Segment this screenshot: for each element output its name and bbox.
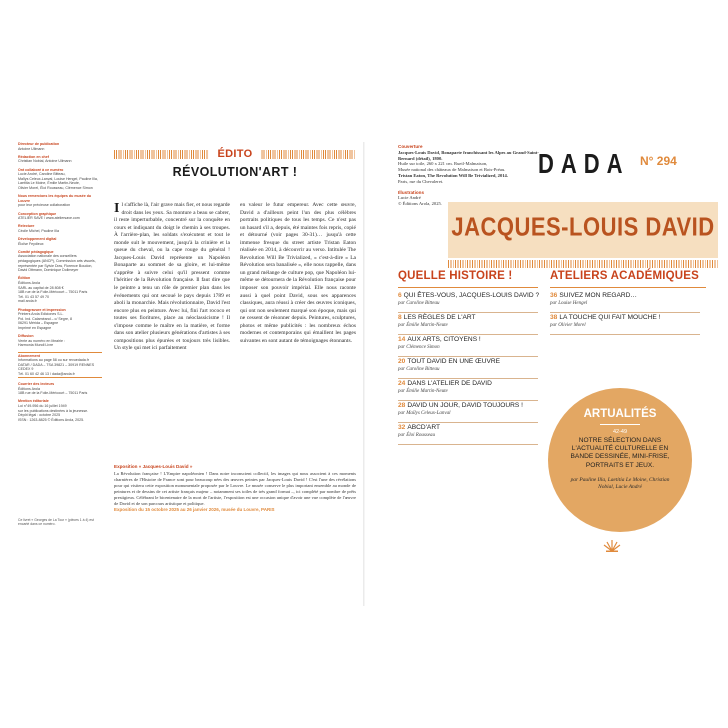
credit-head: Relecture: [18, 224, 35, 229]
credit-line: Antoine Ullmann: [18, 146, 45, 151]
credit-head: Nous remercions les équipes du musée du Louvre: [18, 194, 92, 203]
exposition-dates: Exposition du 15 octobre 2025 au 26 janvier 2026, musée du Louvre, PARIS: [114, 506, 275, 512]
artualites-text: NOTRE SÉLECTION DANS L'ACTUALITÉ CULTURELLE EN BANDE DESSINÉE, MINI-FRISE, PORTRAITS ET JEUX.: [570, 437, 670, 469]
toc-title: TOUT DAVID EN UNE ŒUVRE: [407, 358, 501, 365]
quelle-histoire-list: [398, 292, 538, 446]
toc-title: AUX ARTS, CITOYENS !: [407, 336, 481, 343]
credit-head: Développement digital: [18, 237, 57, 242]
toc-line: [550, 314, 700, 322]
credit-line: David Ottmann, Dominique Dollmeyer: [18, 268, 79, 273]
toc-line: [550, 292, 700, 300]
credit-block: [18, 250, 102, 273]
toc-author: par Maïlys Celeux-Lanval: [398, 411, 451, 416]
credit-block: [18, 308, 102, 331]
credit-line: Vente au numéro en librairie :: [18, 338, 65, 343]
toc-author: par Éloi Rousseau: [398, 433, 435, 438]
credit-line: Dépôt légal : octobre 2025: [18, 413, 61, 418]
exposition-text: La Révolution française ! L'Empire napoléonien ! Dans notre inconscient collectif, les images qui nous associent à ces moments charnières de l'Histoire de France sont pour beaucoup nées des œuvres peintes par Jacques-Louis David ! C'est l'une des révélations pour qui visitera cette exposition monumentale proposée par le Louvre. Le musée conserve le plus important ensemble au monde de peintures et de dessins de cet artiste français majeur – notamment ses toiles de très grand format –, ici complété par nombre de prêts prestigieux. Célébrant le bicentenaire de la mort de l'artiste, l'exposition est une occasion unique d'avoir une vue complète de l'œuvre de David et de son parcours artistique et politique.: [114, 470, 356, 506]
toc-divider: [398, 444, 538, 445]
credit-line: pédagogiques (ANCP), Commission arts visuels,: [18, 259, 96, 264]
credit-block: [18, 224, 102, 233]
credit-line: Printers Arola Ediciones S.L.: [18, 312, 64, 317]
theme-stripes: [448, 260, 718, 268]
toc-line: [398, 358, 538, 366]
credit-block: [18, 276, 102, 304]
credit-line: Harmonia Mundi Livre: [18, 343, 54, 348]
edito-label: ÉDITO: [209, 148, 262, 161]
credit-head: Comité pédagogique: [18, 249, 54, 254]
toc-author: par Clémence Simon: [398, 345, 440, 350]
toc-line: [398, 292, 538, 300]
center-fold: [363, 142, 365, 606]
issue-number: N° 294: [640, 154, 677, 168]
credit-line: 18B rue de la Folie-Méricourt – 75011 Paris: [18, 391, 88, 396]
credits-column: [18, 142, 102, 426]
magazine-spread: [12, 142, 716, 606]
credit-block: [18, 212, 102, 221]
credit-block: [18, 142, 102, 151]
credit-line: Informations au page 58 ou sur revuedada.fr: [18, 358, 89, 363]
exposition-head: Exposition « Jacques-Louis David »: [114, 464, 193, 469]
toc-page-number: 24: [398, 380, 406, 387]
credit-line: Imprimé en Espagne: [18, 325, 52, 330]
toc-item[interactable]: [550, 292, 700, 314]
credit-block: [18, 399, 102, 422]
toc-title: DANS L'ATELIER DE DAVID: [407, 380, 492, 387]
credit-block: [18, 382, 102, 396]
credit-head: Directeur de publication: [18, 142, 60, 146]
couverture-credit: [398, 144, 548, 207]
artualites-pages: 42-49: [612, 429, 628, 435]
toc-item[interactable]: [398, 292, 538, 314]
toc-line: [398, 314, 538, 322]
credit-line: Christian Nobial, Antoine Ullmann: [18, 159, 72, 164]
credit-line: Pol. Ind. Calaméand – c/ Segre, 8: [18, 316, 72, 321]
toc-author: par Caroline Bitteau: [398, 301, 440, 306]
toc-line: [398, 380, 538, 388]
credit-head: Diffusion: [18, 334, 34, 339]
credit-line: 18B rue de la Folie-Méricourt – 75011 Paris: [18, 290, 88, 295]
toc-item[interactable]: [398, 424, 538, 446]
edito-columns: [114, 202, 356, 353]
credit-line: mail arola.fr: [18, 299, 37, 304]
credit-block: [18, 194, 102, 208]
toc-divider: [398, 400, 538, 401]
toc-page-number: 20: [398, 358, 406, 365]
credit-block: [18, 334, 102, 348]
illustrations-head: Illustrations: [398, 189, 425, 195]
edito-banner: [114, 148, 356, 160]
artualites-rule: [600, 424, 640, 425]
edito-section: [114, 148, 356, 179]
credit-head: Ont collaboré à ce numéro: [18, 167, 64, 172]
credit-line: Maïlys Celeux-Lanval, Louise Hengel, Pauline Illa,: [18, 176, 98, 181]
ateliers-list: [550, 292, 700, 336]
toc-title: QUI ÊTES-VOUS, JACQUES-LOUIS DAVID ?: [403, 292, 540, 299]
credit-head: Édition: [18, 276, 31, 281]
couverture-head: Couverture: [398, 144, 423, 149]
credit-line: Éloïse Feydieux: [18, 241, 44, 246]
credit-head: Rédaction en chef: [18, 154, 49, 159]
toc-line: [398, 424, 538, 432]
quelle-histoire-head: QUELLE HISTOIRE !: [398, 270, 513, 282]
edito-column-1: [114, 202, 230, 353]
toc-divider: [398, 378, 538, 379]
toc-author: par Caroline Bitteau: [398, 367, 440, 372]
toc-page-number: 14: [398, 336, 406, 343]
toc-item[interactable]: [550, 314, 700, 336]
credit-head: Abonnement: [18, 353, 40, 358]
toc-divider: [398, 356, 538, 357]
toc-author: par Émilie Martin-Neute: [398, 323, 448, 328]
couverture-line3: Musée national des châteaux de Malmaison et Bois-Préau.: [398, 167, 506, 173]
theme-box: [448, 202, 718, 258]
couverture-line2: Huile sur toile, 260 x 221 cm. Rueil-Malmaison,: [398, 161, 488, 167]
credit-line: pour leur précieuse collaboration: [18, 203, 71, 208]
toc-title: LES RÈGLES DE L'ART: [403, 314, 476, 321]
illustrations-line2: © Éditions Arola, 2025.: [398, 201, 442, 207]
toc-title: DAVID UN JOUR, DAVID TOUJOURS !: [407, 402, 523, 409]
toc-author: par Émilie Martin-Neute: [398, 389, 448, 394]
credit-line: ISSN : 1263-8825 © Éditions Arola, 2025.: [18, 417, 85, 422]
toc-author: par Olivier Morel: [550, 323, 586, 328]
artualites-head: ARTUALITÉS: [583, 408, 657, 420]
credit-line: Association nationale des conseillers: [18, 254, 77, 259]
toc-divider: [398, 334, 538, 335]
credit-line: Tél. 01 43 57 49 70: [18, 294, 49, 299]
toc-line: [398, 336, 538, 344]
toc-item[interactable]: [398, 380, 538, 402]
toc-page-number: 28: [398, 402, 406, 409]
left-page: [12, 142, 364, 606]
toc-divider: [398, 422, 538, 423]
sunburst-ornament-icon: [602, 540, 622, 552]
exposition-block: [114, 464, 356, 513]
dada-logo: DADA: [538, 148, 630, 180]
edito-col1-text: l s'affiche là, l'air grave mais fier, et nous regarde droit dans les yeux. Sa monture a beau se cabrer, il reste imperturbable, concentré sur la conquête en cours et indiquant du doigt le chemin à ses troupes. À l'arrière-plan, les soldats s'exécutent et tout le monde suit le mouvement, jusqu'à la crinière et la queue du cheval, ou la cape rouge du général ! Jacques-Louis David représente un Napoléon Bonaparte au sommet de sa gloire, et lui-même s'apprête à suivre celui qu'il pressent comme l'héritier de la Révolution française. Il faut dire que le peintre a tenu un rôle de premier plan dans les événements qui ont secoué le pays depuis 1789 et aboli la monarchie. Mais révolutionnaire, David l'est encore plus en peinture. Avec lui, fini l'art rococo et toutes ses fioritures, place au néoclassicisme ! Il s'impose comme le maître en la matière, et forme dans son atelier plusieurs générations d'artistes à ses compositions plus épurées et toujours très lisibles. Un style qui met ici parfaitement: [114, 202, 230, 352]
toc-page-number: 32: [398, 424, 406, 431]
couverture-line1: Jacques-Louis David, Bonaparte franchissant les Alpes au Grand-Saint-Bernard (détail), 1800.: [398, 149, 539, 161]
toc-divider: [550, 334, 700, 335]
quelle-histoire-rule: [398, 287, 538, 288]
toc-page-number: 8: [398, 314, 402, 321]
credit-line: 06291 Mérida – Espagne: [18, 321, 59, 326]
edito-dropcap: I: [114, 201, 120, 216]
credit-line: ATELIER SAVE / www.ateliersave.com: [18, 216, 80, 221]
credit-head: Photogravure et impression: [18, 307, 66, 312]
toc-page-number: 36: [550, 292, 558, 299]
artualites-circle: [548, 388, 692, 532]
artualites-authors: par Pauline Illa, Laetitia Le Moine, Christian Nobial, Lucie André: [570, 477, 670, 491]
toc-line: [398, 402, 538, 410]
credit-block: [18, 352, 102, 379]
credit-head: Mention éditoriale: [18, 399, 49, 404]
credit-line: DATAR / DADA – TSA 39821 – 30919 RENNES CEDEX 9: [18, 362, 95, 372]
theme-title: JACQUES-LOUIS DAVID: [451, 211, 715, 242]
credit-block: [18, 168, 102, 191]
credit-head: Courrier des lecteurs: [18, 382, 55, 387]
credit-block: [18, 237, 102, 246]
couverture-line5: Paris, rue du Chevaleret.: [398, 178, 444, 184]
toc-page-number: 38: [550, 314, 558, 321]
credit-line: Olivier Morel, Éloi Rousseau, Clémence Simon: [18, 185, 93, 190]
credit-line: Éditions Arola: [18, 281, 40, 285]
credit-line: Laetitia Le Moine, Émilie Martin-Neute,: [18, 181, 80, 186]
credit-line: Loi n°49-956 du 16 juillet 1949: [18, 404, 67, 409]
illustrations-line1: Lucie André: [398, 195, 421, 201]
toc-title: ABCD'ART: [407, 424, 440, 431]
toc-item[interactable]: [398, 358, 538, 380]
credits-footer: Ce livret « Georges de La Tour » (pièces 1 à 4) est encarté dans ce numéro.: [18, 518, 94, 527]
toc-item[interactable]: [398, 314, 538, 336]
toc-page-number: 6: [398, 292, 402, 299]
toc-divider: [550, 312, 700, 313]
couverture-line4: Tristan Eaton, The Revolution Will Be Trivialized, 2014.: [398, 172, 509, 178]
toc-divider: [398, 312, 538, 313]
credit-head: Conception graphique: [18, 211, 57, 216]
credit-line: Tél. 01 60 42 46 13 / dada@arola.fr: [18, 371, 75, 376]
toc-author: par Louise Hengel: [550, 301, 588, 306]
credit-line: Éditions Arola: [18, 386, 40, 391]
toc-title: LA TOUCHE QUI FAIT MOUCHE !: [559, 314, 661, 321]
credit-line: sur les publications destinées à la jeunesse.: [18, 408, 89, 413]
credit-line: SARL au capital de 28 808 €: [18, 285, 64, 290]
toc-item[interactable]: [398, 402, 538, 424]
credit-line: Cécile Michel, Pauline Illa: [18, 228, 59, 233]
credit-block: [18, 155, 102, 164]
credit-line: représentée par Sylvie Dow, Florence Boudon,: [18, 263, 93, 268]
toc-item[interactable]: [398, 336, 538, 358]
edito-title: RÉVOLUTION'ART !: [172, 165, 298, 179]
ateliers-head: ATELIERS ACADÉMIQUES: [550, 270, 700, 282]
credit-line: Lucie André, Caroline Bitteau,: [18, 172, 66, 177]
edito-column-2: en valeur le futur empereur. Avec cette œuvre, David a d'ailleurs peint l'un des plus célèbres portraits politiques de tous les temps. Ce n'est pas un hasard s'il a, depuis, été maintes fois repris, copié et détourné (voir pages 30-31)… jusqu'à cette immense fresque du street artiste Tristan Eaton réalisée en 2014, à découvrir au verso. Intitulée The Revolution Will Be Trivialized, « c'est-à-dire » La Révolution sera banalisée », elle nous rappelle, dans un grand mélange de culture pop, que Napoléon lui-même se détournera de la Révolution française pour imposer son pouvoir impérial. Elle nous raconte aussi à quel point David, sous ses apparences classiques, aura réussi à créer des œuvres iconiques, qui ont non seulement marqué son époque, mais qui ne cessent de résonner depuis. Peintures, sculptures, photos et même publicités : les nombreux échos modernes et contemporains qui émaillent les pages suivantes en sont autant de témoignages étonnants.: [240, 202, 356, 344]
toc-title: SUIVEZ MON REGARD…: [559, 292, 638, 299]
ateliers-rule: [550, 287, 706, 288]
